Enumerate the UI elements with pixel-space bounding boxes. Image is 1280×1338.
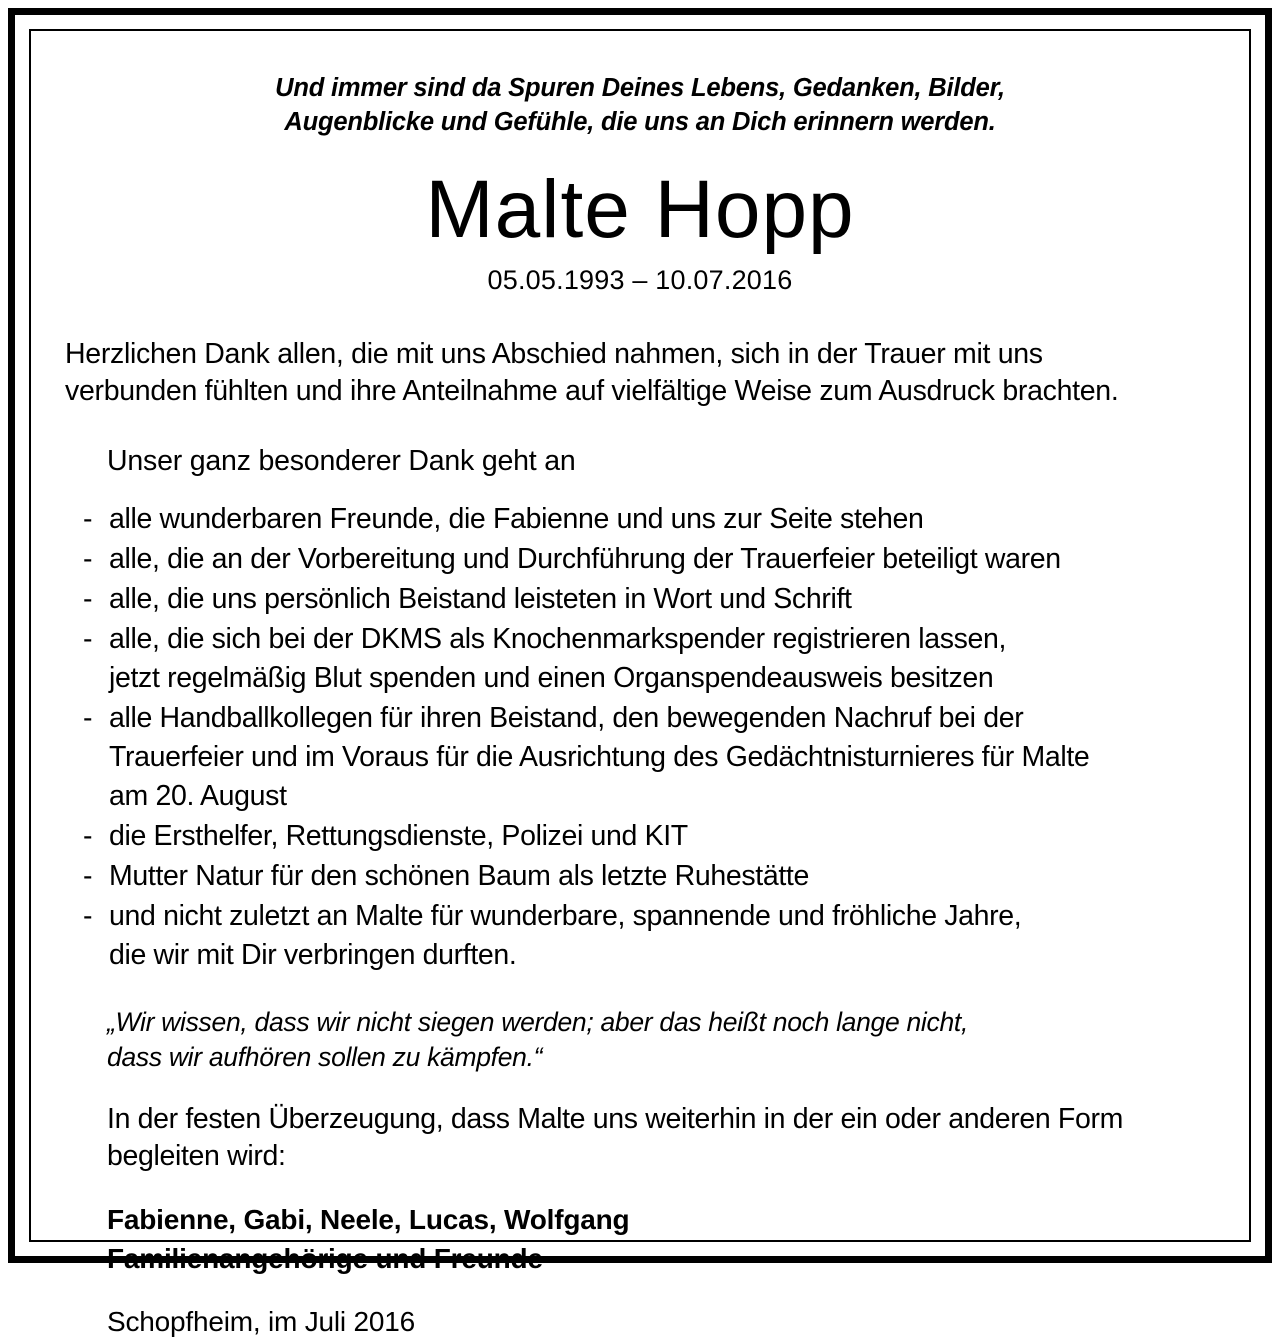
list-item bbox=[83, 540, 1215, 579]
signers-line: Familienangehörige und Freunde bbox=[107, 1243, 543, 1275]
bullet-marker: - bbox=[83, 900, 93, 933]
bullet-marker: - bbox=[83, 582, 93, 615]
list-item-line: jetzt regelmäßig Blut spenden und einen Organspendeausweis besitzen bbox=[109, 661, 994, 694]
bullet-marker: - bbox=[83, 622, 93, 655]
epigraph bbox=[65, 71, 1215, 139]
list-item-line: alle, die an der Vorbereitung und Durchführung der Trauerfeier beteiligt waren bbox=[109, 542, 1061, 575]
list-item-line: am 20. August bbox=[109, 780, 287, 812]
bullet-marker: - bbox=[83, 502, 93, 535]
closing-paragraph bbox=[107, 1101, 1215, 1174]
list-item bbox=[83, 500, 1215, 539]
quote-block bbox=[107, 1005, 1215, 1075]
list-item bbox=[83, 817, 1215, 856]
closing-paragraph-line: In der festen Überzeugung, dass Malte uns weiterhin in der ein oder anderen Form bbox=[107, 1103, 1124, 1136]
list-item-text bbox=[109, 857, 1215, 896]
list-item bbox=[83, 897, 1215, 975]
list-item bbox=[83, 620, 1215, 698]
epigraph-line: Und immer sind da Spuren Deines Lebens, Gedanken, Bilder, bbox=[275, 74, 1005, 102]
list-item-line: Trauerfeier und im Voraus für die Ausrichtung des Gedächtnisturnieres für Malte bbox=[109, 740, 1090, 773]
thanks-paragraph bbox=[65, 336, 1215, 408]
list-item-text bbox=[109, 897, 1215, 975]
list-item-line: die wir mit Dir verbringen durften. bbox=[109, 939, 517, 972]
thanks-list bbox=[65, 500, 1215, 975]
obituary-outer-border bbox=[8, 8, 1272, 1338]
signers-line: Fabienne, Gabi, Neele, Lucas, Wolfgang bbox=[107, 1204, 630, 1236]
closing-paragraph-line: begleiten wird: bbox=[107, 1139, 286, 1172]
quote-line: „Wir wissen, dass wir nicht siegen werden; aber das heißt noch lange nicht, bbox=[107, 1007, 969, 1038]
quote-line: dass wir aufhören sollen zu kämpfen.“ bbox=[107, 1042, 543, 1073]
list-item-line: alle wunderbaren Freunde, die Fabienne und uns zur Seite stehen bbox=[109, 502, 924, 535]
list-item-text bbox=[109, 620, 1215, 698]
bullet-marker: - bbox=[83, 820, 93, 853]
bullet-marker: - bbox=[83, 701, 93, 734]
list-item-line: alle Handballkollegen für ihren Beistand, den bewegenden Nachruf bei der bbox=[109, 701, 1024, 734]
bullet-marker: - bbox=[83, 542, 93, 575]
list-item-line: und nicht zuletzt an Malte für wunderbare, spannende und fröhliche Jahre, bbox=[109, 900, 1022, 933]
list-item-line: alle, die uns persönlich Beistand leisteten in Wort und Schrift bbox=[109, 582, 852, 615]
epigraph-line: Augenblicke und Gefühle, die uns an Dich erinnern werden. bbox=[284, 108, 996, 137]
signers bbox=[107, 1200, 1215, 1278]
list-item-line: die Ersthelfer, Rettungsdienste, Polizei und KIT bbox=[109, 820, 688, 853]
obituary-inner-border bbox=[29, 29, 1251, 1338]
list-item-text bbox=[109, 540, 1215, 579]
list-item-line: alle, die sich bei der DKMS als Knochenmarkspender registrieren lassen, bbox=[109, 622, 1007, 655]
place-and-date: Schopfheim, im Juli 2016 bbox=[107, 1306, 416, 1338]
list-item bbox=[83, 580, 1215, 619]
special-thanks-lead: Unser ganz besonderer Dank geht an bbox=[107, 444, 576, 477]
bullet-marker: - bbox=[83, 860, 93, 893]
list-item-text bbox=[109, 500, 1215, 539]
life-dates: 05.05.1993 – 10.07.2016 bbox=[487, 265, 793, 296]
list-item-line: Mutter Natur für den schönen Baum als letzte Ruhestätte bbox=[109, 860, 809, 893]
list-item bbox=[83, 857, 1215, 896]
deceased-name: Malte Hopp bbox=[425, 164, 855, 256]
list-item bbox=[83, 699, 1215, 816]
thanks-paragraph-line: Herzlichen Dank allen, die mit uns Abschied nahmen, sich in der Trauer mit uns bbox=[65, 338, 1043, 371]
thanks-paragraph-line: verbunden fühlten und ihre Anteilnahme auf vielfältige Weise zum Ausdruck brachten. bbox=[65, 374, 1119, 407]
list-item-text bbox=[109, 580, 1215, 619]
list-item-text bbox=[109, 699, 1215, 816]
list-item-text bbox=[109, 817, 1215, 856]
